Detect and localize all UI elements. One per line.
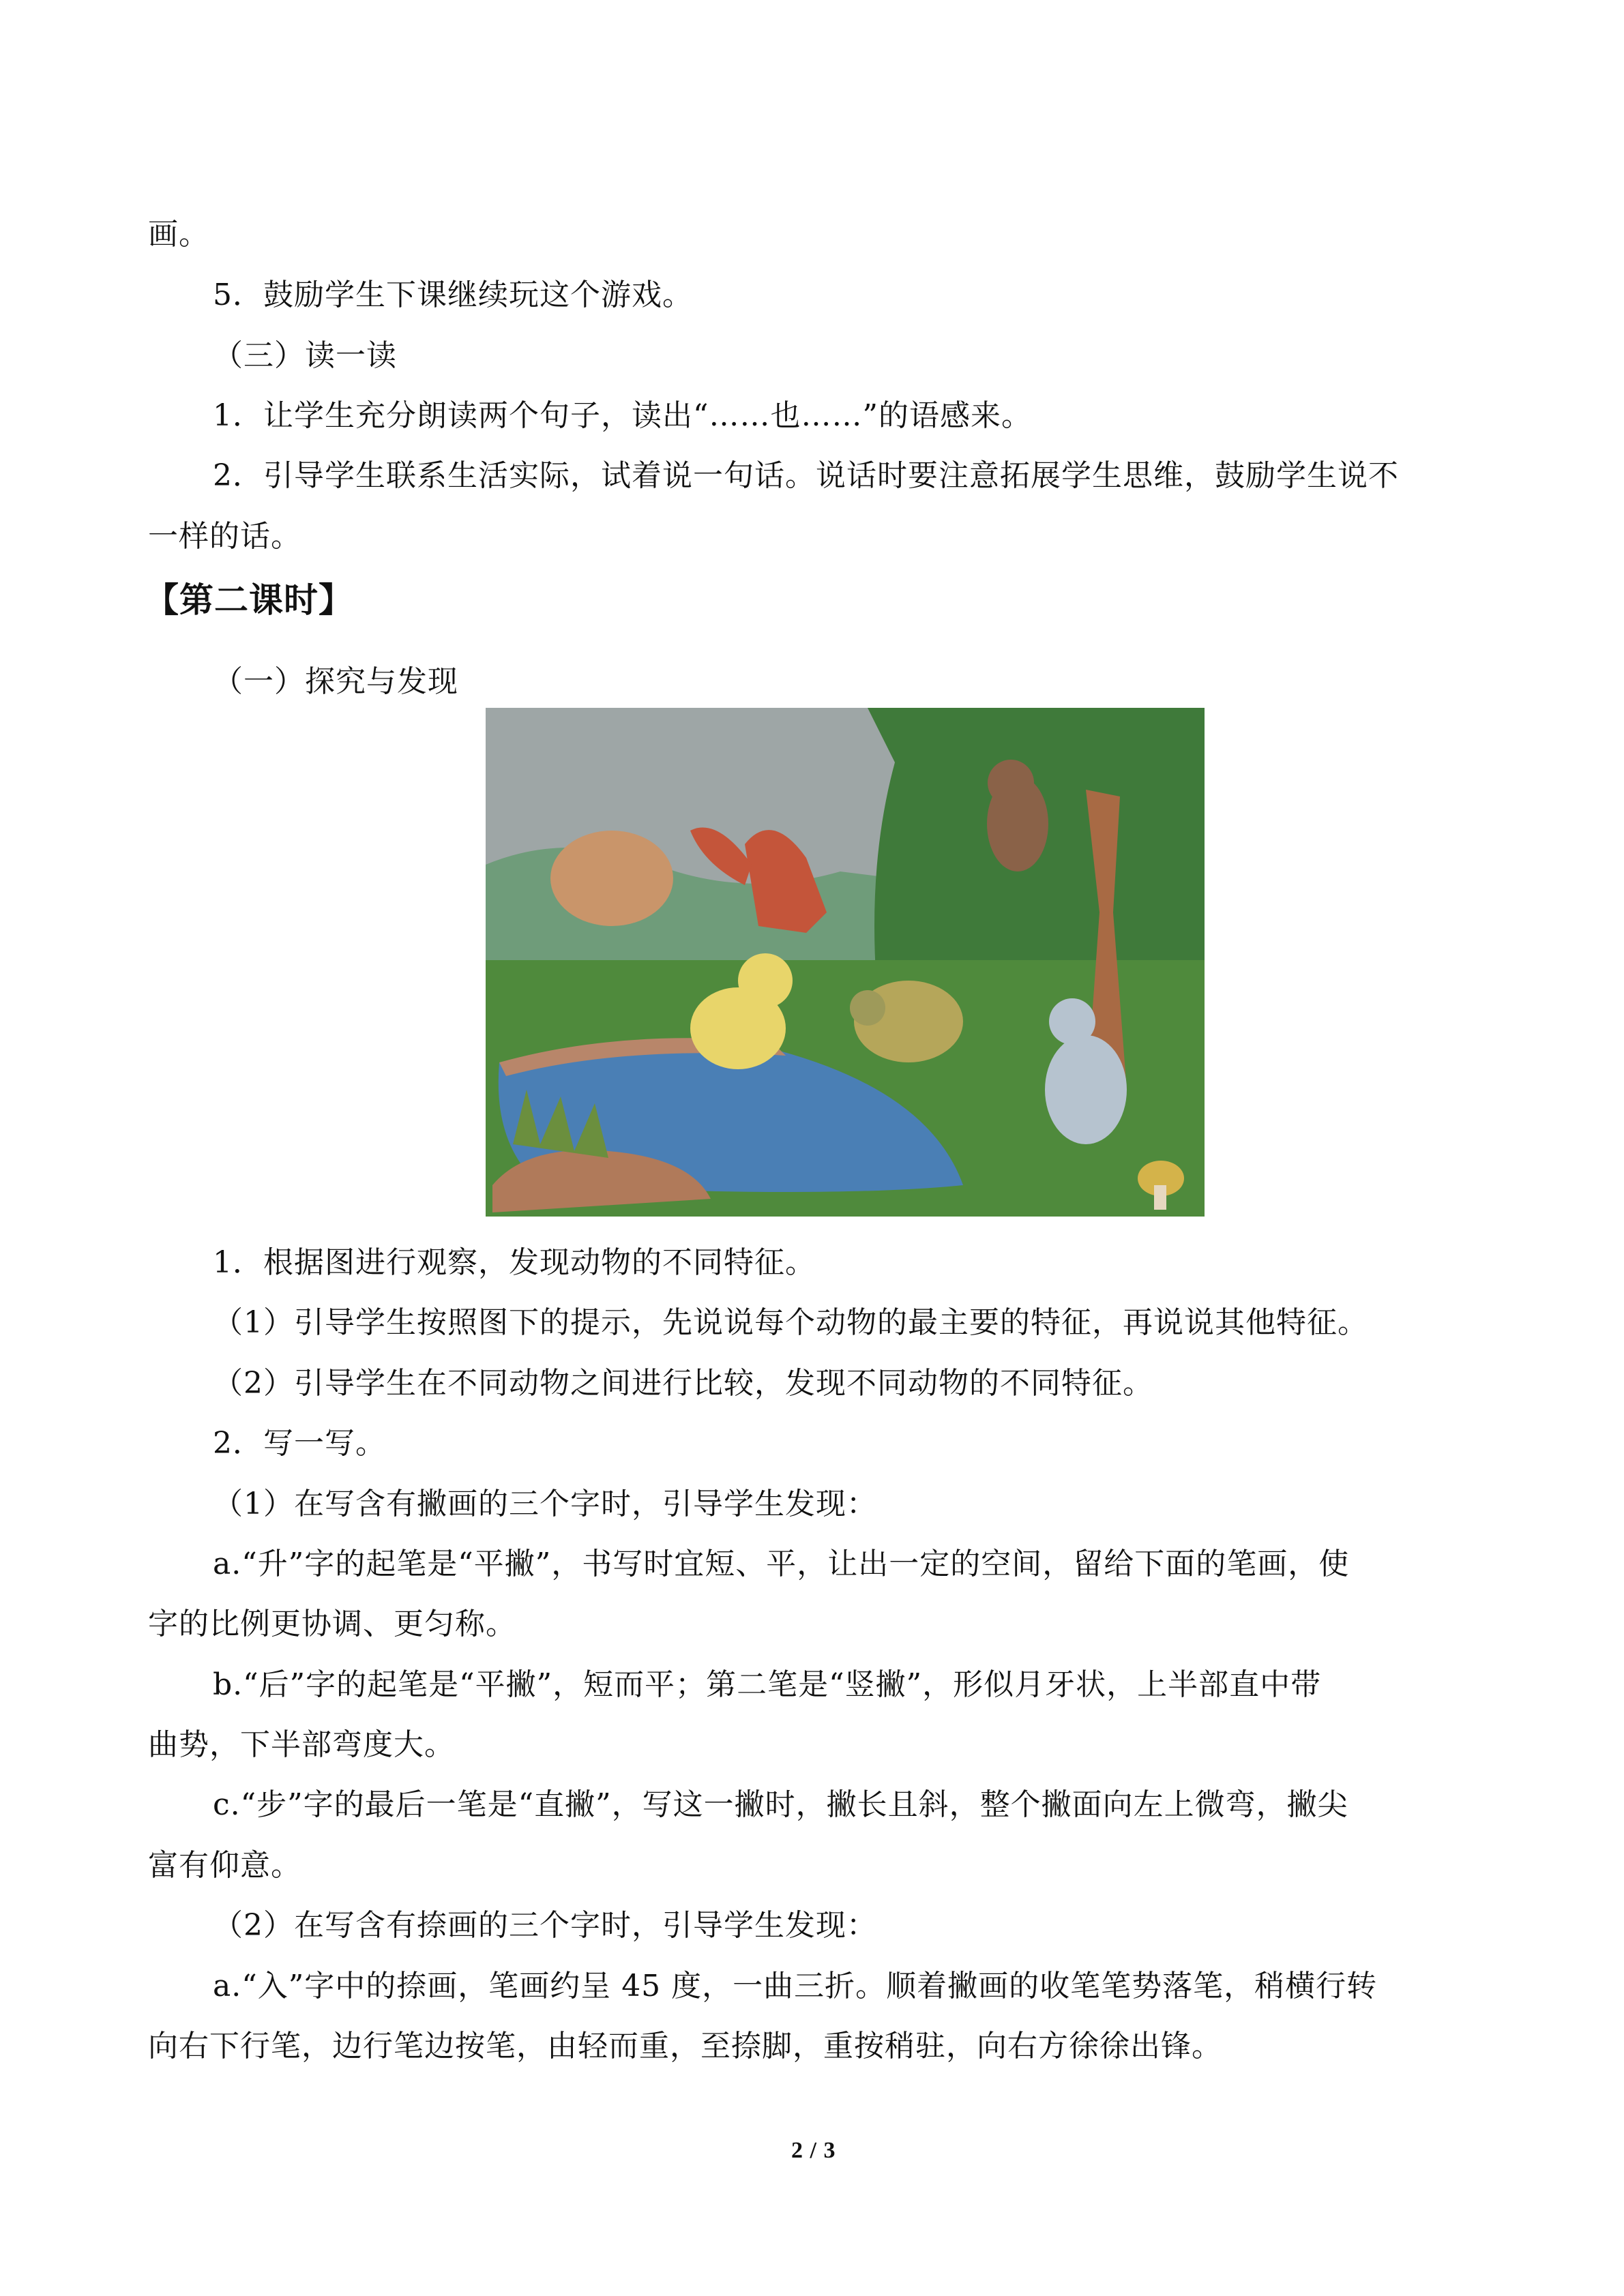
paragraph-line: （1）在写含有撇画的三个字时，引导学生发现：	[213, 1487, 877, 1521]
animals-illustration	[486, 708, 1205, 1217]
paragraph-line: 富有仰意。	[148, 1848, 301, 1883]
pond-scene-image	[486, 708, 1205, 1217]
paragraph-line: 2．写一写。	[213, 1426, 386, 1461]
page-indicator: 2 / 3	[791, 2138, 836, 2163]
section-subheading: （一）探究与发现	[213, 664, 458, 699]
section-subheading: （三）读一读	[213, 338, 397, 373]
paragraph-line: 向右下行笔，边行笔边按笔，由轻而重，至捺脚，重按稍驻，向右方徐徐出锋。	[148, 2029, 1222, 2063]
paragraph-line: （1）引导学生按照图下的提示，先说说每个动物的最主要的特征，再说说其他特征。	[213, 1305, 1368, 1340]
paragraph-line: （2）在写含有捺画的三个字时，引导学生发现：	[213, 1908, 877, 1943]
paragraph-line: 字的比例更协调、更匀称。	[148, 1607, 516, 1641]
paragraph-line: 画。	[148, 217, 209, 252]
paragraph-line: （2）引导学生在不同动物之间进行比较，发现不同动物的不同特征。	[213, 1366, 1153, 1401]
paragraph-line: b.“后”字的起笔是“平撇”，短而平；第二笔是“竖撇”，形似月牙状，上半部直中带	[213, 1667, 1322, 1702]
paragraph-line: a.“入”字中的捺画，笔画约呈 45 度，一曲三折。顺着撇画的收笔笔势落笔，稍横行转	[213, 1969, 1378, 2003]
paragraph-line: 2．引导学生联系生活实际，试着说一句话。说话时要注意拓展学生思维，鼓励学生说不	[213, 458, 1399, 493]
lesson-heading: 【第二课时】	[145, 580, 353, 620]
paragraph-line: 1．让学生充分朗读两个句子，读出“……也……”的语感来。	[213, 398, 1032, 433]
paragraph-line: a.“升”字的起笔是“平撇”，书写时宜短、平，让出一定的空间，留给下面的笔画，使	[213, 1547, 1350, 1581]
paragraph-line: c.“步”字的最后一笔是“直撇”，写这一撇时，撇长且斜，整个撇面向左上微弯，撇尖	[213, 1787, 1348, 1822]
paragraph-line: 1．根据图进行观察，发现动物的不同特征。	[213, 1245, 816, 1280]
paragraph-line: 5．鼓励学生下课继续玩这个游戏。	[213, 278, 693, 312]
paragraph-line: 曲势，下半部弯度大。	[148, 1727, 455, 1762]
paragraph-line: 一样的话。	[148, 519, 301, 554]
